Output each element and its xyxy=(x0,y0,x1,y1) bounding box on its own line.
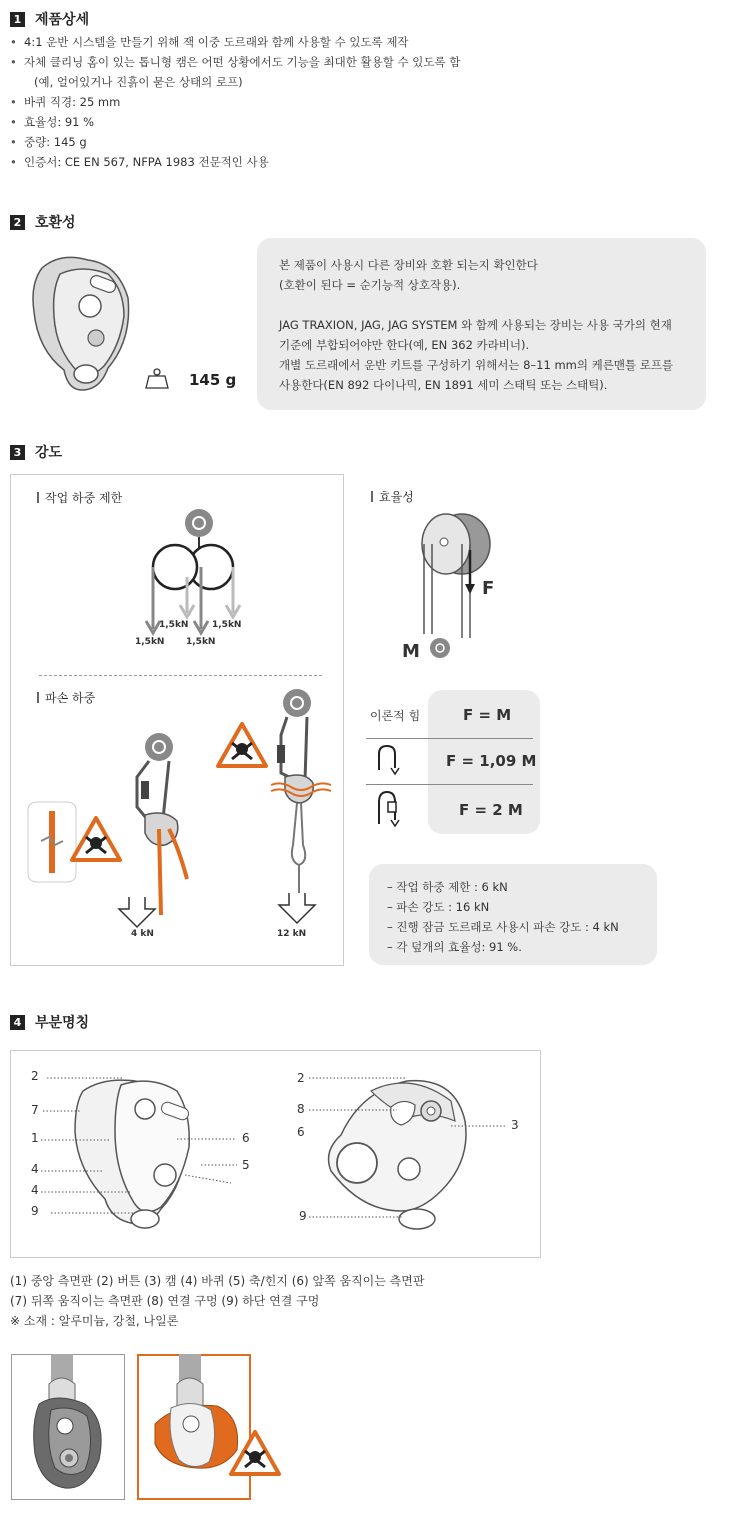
part-number: 6 xyxy=(297,1125,305,1139)
incorrect-use-photo xyxy=(137,1354,281,1500)
formula: F = M xyxy=(463,706,512,724)
section-title: 호환성 xyxy=(35,215,76,231)
section-title: 부분명칭 xyxy=(35,1015,90,1031)
note-line: – 진행 잠금 도르래로 사용시 파손 강도 : 4 kN xyxy=(387,920,619,934)
list-item: • 효율성: 91 % xyxy=(10,112,460,132)
formula: F = 2 M xyxy=(459,801,523,819)
divider xyxy=(39,675,322,676)
note-line: – 파손 강도 : 16 kN xyxy=(387,900,490,914)
list-item: • 중량: 145 g xyxy=(10,132,460,152)
breaking-value: 12 kN xyxy=(277,929,307,939)
pulley-product-image xyxy=(20,250,140,400)
part-number: 9 xyxy=(31,1204,39,1218)
weight-value: 145 g xyxy=(189,371,237,389)
part-number: 5 xyxy=(242,1158,250,1172)
note-line: (호환이 된다 = 순기능적 상호작용). xyxy=(279,278,461,292)
parts-diagram-panel xyxy=(10,1050,541,1258)
single-rope-icon xyxy=(375,744,401,778)
formula: F = 1,09 M xyxy=(446,752,537,770)
note-line: 본 제품이 사용시 다른 장비와 호환 되는지 확인한다 xyxy=(279,258,538,272)
section-3-heading xyxy=(10,442,62,462)
note-line: JAG TRAXION, JAG, JAG SYSTEM 와 함께 사용되는 장비는 사용 국가의 현재 xyxy=(279,318,672,332)
part-number: 2 xyxy=(31,1069,39,1083)
section-number: 1 xyxy=(10,12,25,27)
part-number: 9 xyxy=(299,1209,307,1223)
product-details-list xyxy=(10,32,460,172)
part-number: 2 xyxy=(297,1071,305,1085)
double-rope-icon xyxy=(375,790,401,832)
legend-line: ※ 소재 : 알루미늄, 강철, 나일론 xyxy=(10,1314,179,1328)
load-label: 1,5kN xyxy=(212,620,242,630)
load-label: 1,5kN xyxy=(135,637,165,647)
note-line: 개별 도르래에서 운반 키트를 구성하기 위해서는 8–11 mm의 케른맨틀 로프를 xyxy=(279,358,674,372)
efficiency-title: 효율성 xyxy=(371,488,414,505)
section-number: 2 xyxy=(10,215,25,230)
legend-line: (1) 중앙 측면판 (2) 버튼 (3) 캠 (4) 바퀴 (5) 축/힌지 (6) 앞쪽 움직이는 측면판 xyxy=(10,1274,425,1288)
load-label: 1,5kN xyxy=(186,637,216,647)
part-number: 3 xyxy=(511,1118,519,1132)
divider xyxy=(366,738,533,739)
mass-label: M xyxy=(402,641,420,662)
breaking-load-diagram-a xyxy=(115,729,225,939)
part-number: 7 xyxy=(31,1103,39,1117)
section-4-heading xyxy=(10,1012,89,1032)
divider xyxy=(366,784,533,785)
section-title: 강도 xyxy=(35,445,63,461)
force-label: F xyxy=(482,578,495,599)
breaking-load-diagram-b xyxy=(261,685,341,941)
section-number: 3 xyxy=(10,445,25,460)
correct-use-photo xyxy=(11,1354,125,1500)
strength-panel xyxy=(10,474,344,966)
legend-line: (7) 뒤쪽 움직이는 측면판 (8) 연결 구멍 (9) 하단 연결 구멍 xyxy=(10,1294,320,1308)
note-line: – 작업 하중 제한 : 6 kN xyxy=(387,880,508,894)
section-title: 제품상세 xyxy=(35,12,90,28)
note-line: – 각 덮개의 효율성: 91 %. xyxy=(387,940,522,954)
part-number: 8 xyxy=(297,1102,305,1116)
theory-label: 이론적 힘 xyxy=(370,709,421,723)
list-item: • 4:1 운반 시스템을 만들기 위해 잭 이중 도르래와 함께 사용할 수 있도록 제작 xyxy=(10,32,460,52)
list-item: • 인증서: CE EN 567, NFPA 1983 전문적인 사용 xyxy=(10,152,460,172)
strength-notes xyxy=(369,864,657,965)
list-item: • 바퀴 직경: 25 mm xyxy=(10,92,460,112)
section-number: 4 xyxy=(10,1015,25,1030)
part-number: 6 xyxy=(242,1131,250,1145)
list-item: • 자체 클리닝 홈이 있는 톱니형 캠은 어떤 상황에서도 기능을 최대한 활용할 수 있도록 함 xyxy=(10,52,460,72)
list-item-continuation: (예, 얼어있거나 진흙이 묻은 상태의 로프) xyxy=(34,75,243,89)
compatibility-note xyxy=(257,238,706,410)
section-2-heading xyxy=(10,212,76,232)
working-load-title: 작업 하중 제한 xyxy=(37,489,122,506)
parts-illustration xyxy=(11,1051,540,1257)
note-line: 기준에 부합되어야만 한다(예, EN 362 카라비너). xyxy=(279,338,530,352)
part-number: 4 xyxy=(31,1162,39,1176)
weight-icon xyxy=(145,368,169,390)
working-load-diagram xyxy=(121,505,261,655)
note-line: 사용한다(EN 892 다이나믹, EN 1891 세미 스태틱 또는 스태틱). xyxy=(279,378,608,392)
breaking-load-title: 파손 하중 xyxy=(37,689,95,706)
section-1-heading xyxy=(10,9,89,29)
parts-legend xyxy=(10,1271,424,1331)
part-number: 4 xyxy=(31,1183,39,1197)
part-number: 1 xyxy=(31,1131,39,1145)
breaking-value: 4 kN xyxy=(131,929,154,939)
load-label: 1,5kN xyxy=(159,620,189,630)
